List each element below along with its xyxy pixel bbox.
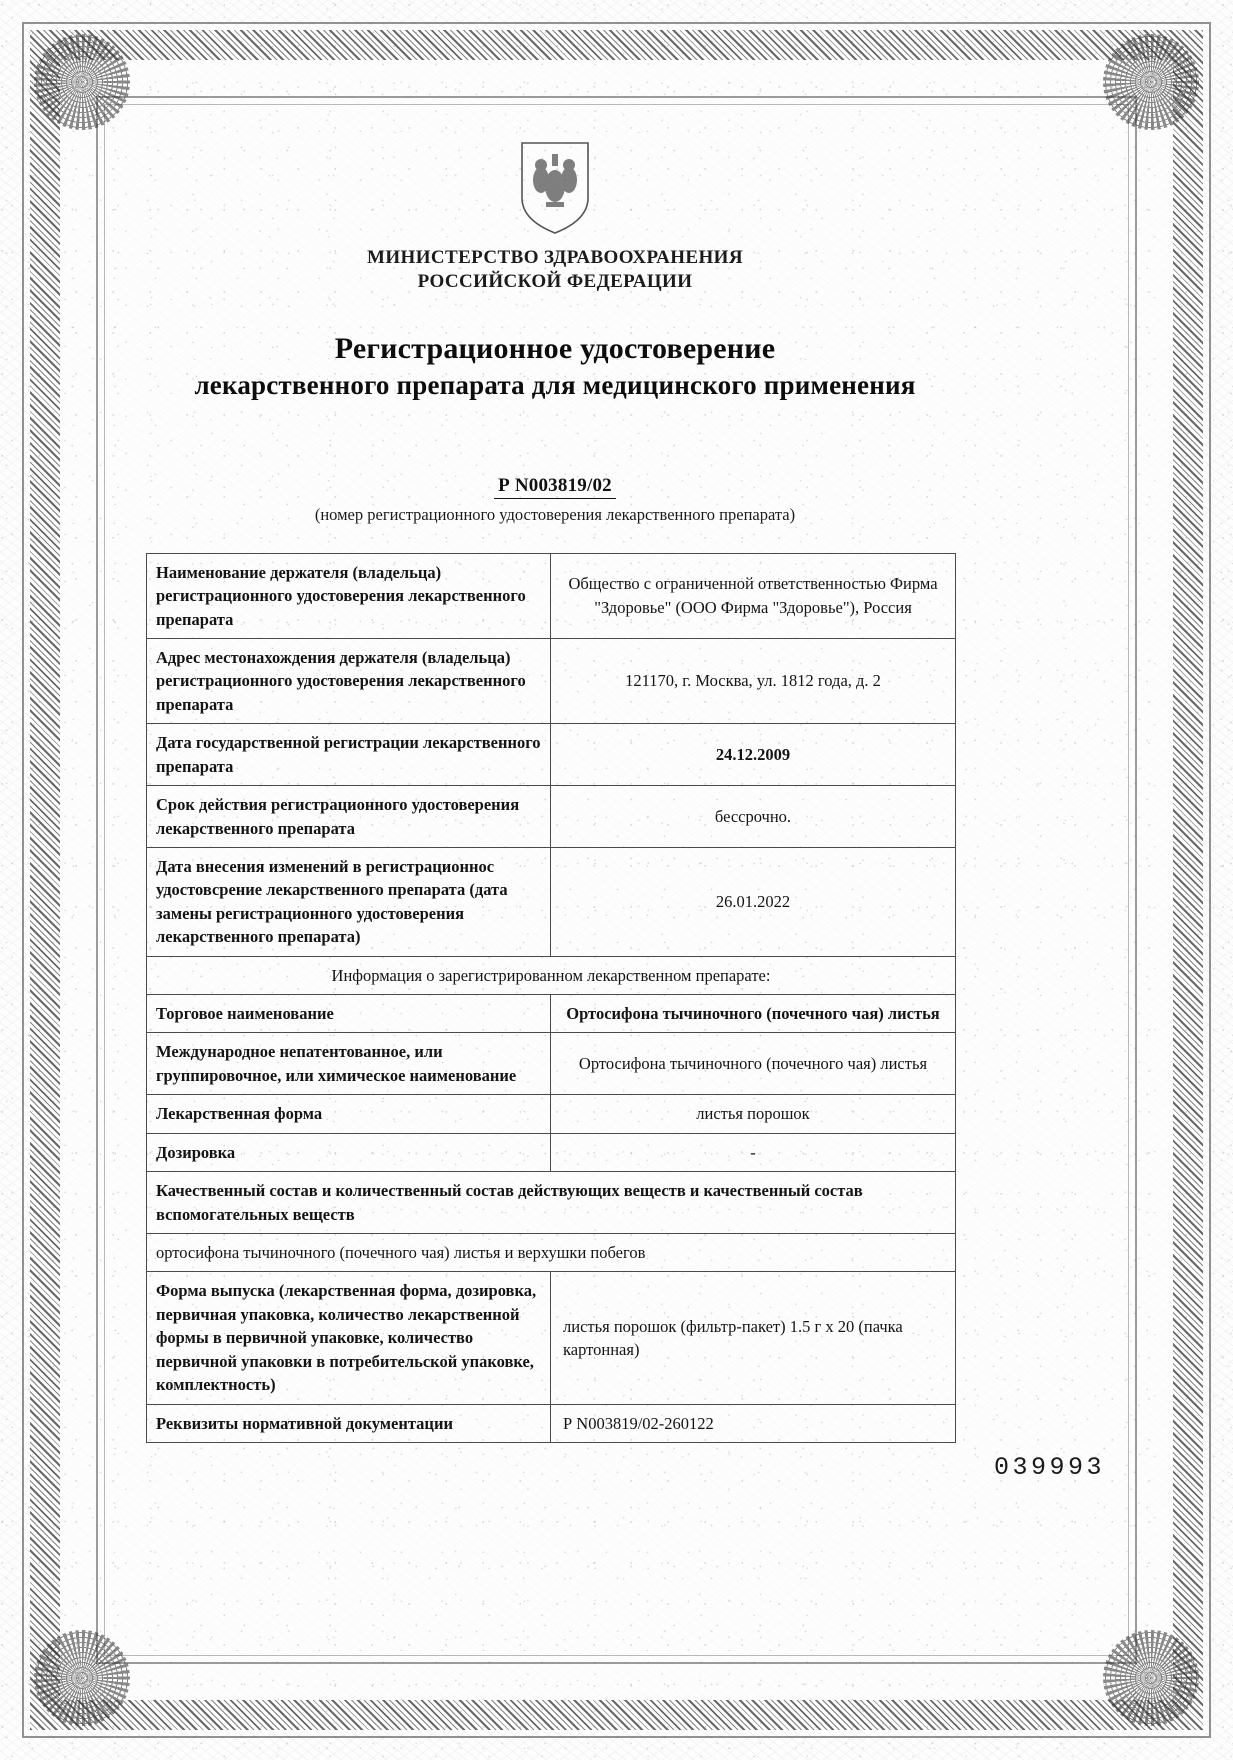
table-row [147, 1133, 956, 1171]
table-row [147, 1272, 956, 1404]
row-value: - [551, 1133, 956, 1171]
row-label: Международное непатентованное, или группировочное, или химическое наименование [147, 1033, 551, 1095]
table-row [147, 786, 956, 848]
row-label: Дата внесения изменений в регистрационнос удостовсрение лекарственного препарата (дата замены регистрационного удостоверения лекарственного препарата) [147, 847, 551, 956]
row-label: Дозировка [147, 1133, 551, 1171]
section-header: Информация о зарегистрированном лекарственном препарате: [147, 956, 956, 994]
row-label: Форма выпуска (лекарственная форма, дозировка, первичная упаковка, количество лекарственной формы в первичной упаковке, количество первичной упаковки в потребительской упаковке, комплектность) [147, 1272, 551, 1404]
composition-value: ортосифона тычиночного (почечного чая) листья и верхушки побегов [147, 1234, 956, 1272]
row-value: 121170, г. Москва, ул. 1812 года, д. 2 [551, 638, 956, 723]
row-value: 26.01.2022 [551, 847, 956, 956]
page-title [140, 329, 970, 403]
certificate-content [140, 140, 970, 1443]
registration-number-caption: (номер регистрационного удостоверения лекарственного препарата) [314, 504, 796, 524]
table-row [147, 553, 956, 638]
russian-coat-of-arms-icon [516, 140, 594, 236]
section-header-row [147, 956, 956, 994]
composition-header-row [147, 1172, 956, 1234]
row-label: Торговое наименование [147, 995, 551, 1033]
table-row [147, 1033, 956, 1095]
row-label: Лекарственная форма [147, 1095, 551, 1133]
composition-header: Качественный состав и количественный состав действующих веществ и качественный состав вспомогательных веществ [147, 1172, 956, 1234]
rosette-top-left-icon [34, 34, 130, 130]
row-value: листья порошок [551, 1095, 956, 1133]
rosette-bottom-right-icon [1103, 1630, 1199, 1726]
row-value: Общество с ограниченной ответственностью Фирма "Здоровье" (ООО Фирма "Здоровье"), Россия [551, 553, 956, 638]
table-row [147, 995, 956, 1033]
row-label: Наименование держателя (владельца) регистрационного удостоверения лекарственного препарата [147, 553, 551, 638]
rosette-bottom-left-icon [34, 1630, 130, 1726]
registration-number-block [140, 475, 970, 525]
row-label: Срок действия регистрационного удостоверения лекарственного препарата [147, 786, 551, 848]
certificate-table [146, 553, 956, 1443]
rosette-top-right-icon [1103, 34, 1199, 130]
table-row [147, 638, 956, 723]
composition-value-row [147, 1234, 956, 1272]
ministry-line-1: МИНИСТЕРСТВО ЗДРАВООХРАНЕНИЯ [367, 247, 743, 268]
ministry-line-2: РОССИЙСКОЙ ФЕДЕРАЦИИ [417, 271, 693, 293]
row-label: Дата государственной регистрации лекарственного препарата [147, 724, 551, 786]
row-label: Адрес местонахождения держателя (владельца) регистрационного удостоверения лекарственного препарата [147, 638, 551, 723]
row-value: Ортосифона тычиночного (почечного чая) листья [551, 995, 956, 1033]
table-row [147, 847, 956, 956]
row-value: Ортосифона тычиночного (почечного чая) листья [551, 1033, 956, 1095]
title-line-1: Регистрационное удостоверение [334, 331, 776, 365]
serial-number: 039993 [993, 1453, 1105, 1482]
row-value: листья порошок (фильтр-пакет) 1.5 г х 20 (пачка картонная) [551, 1272, 956, 1404]
table-row [147, 1095, 956, 1133]
row-value: бессрочно. [551, 786, 956, 848]
row-value: 24.12.2009 [551, 724, 956, 786]
registration-number: Р N003819/02 [494, 475, 616, 499]
row-value: Р N003819/02-260122 [551, 1404, 956, 1442]
table-row [147, 1404, 956, 1442]
ministry-heading [140, 246, 970, 295]
title-line-2: лекарственного препарата для медицинского применения [194, 369, 916, 400]
row-label: Реквизиты нормативной документации [147, 1404, 551, 1442]
table-row [147, 724, 956, 786]
